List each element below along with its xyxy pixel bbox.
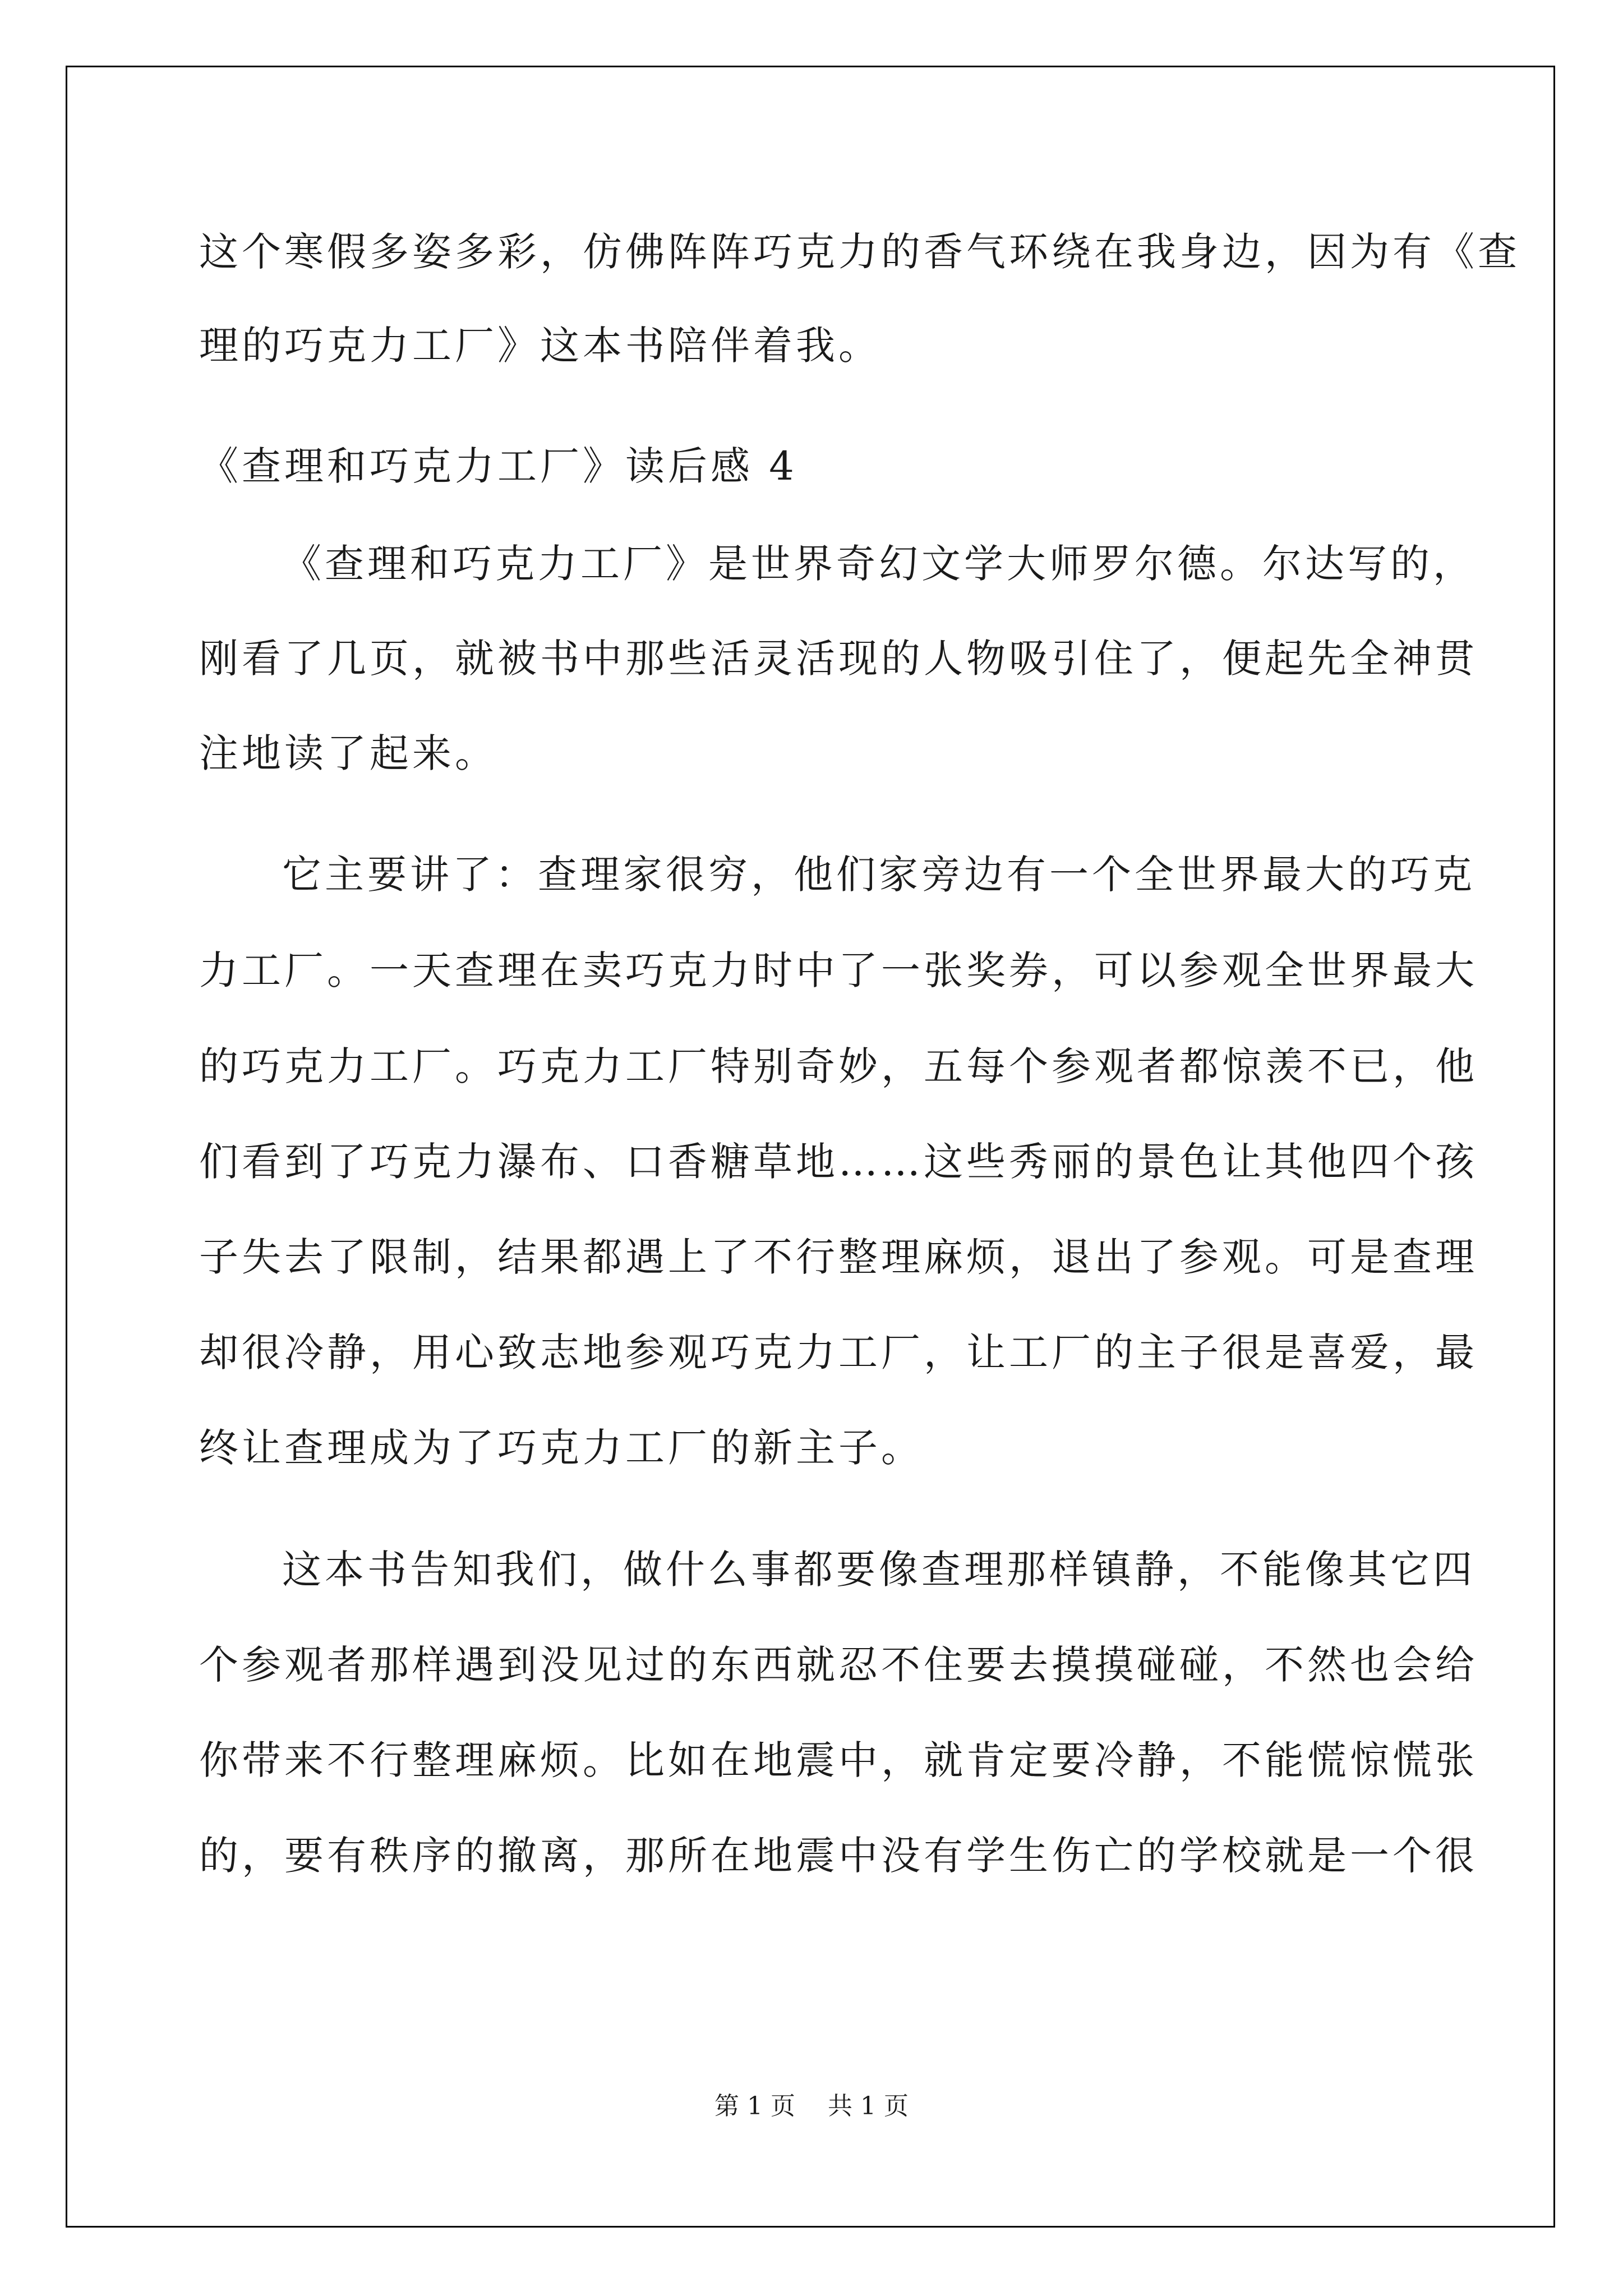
paragraph-line: 个参观者那样遇到没见过的东西就忍不住要去摸摸碰碰，不然也会给 [199,1642,1478,1688]
paragraph-line: 刚看了几页，就被书中那些活灵活现的人物吸引住了，便起先全神贯 [199,636,1478,682]
paragraph-line: 力工厂。一天查理在卖巧克力时中了一张奖券，可以参观全世界最大 [199,947,1478,993]
paragraph-line: 子失去了限制，结果都遇上了不行整理麻烦，退出了参观。可是查理 [199,1234,1478,1280]
intro-line: 理的巧克力工厂》这本书陪伴着我。 [199,323,881,369]
paragraph-line: 的巧克力工厂。巧克力工厂特别奇妙，五每个参观者都惊羡不已，他 [199,1043,1478,1089]
paragraph-line: 们看到了巧克力瀑布、口香糖草地……这些秀丽的景色让其他四个孩 [199,1139,1478,1185]
page-number: 第 1 页 [714,2092,795,2120]
paragraph-line: 它主要讲了：查理家很穷，他们家旁边有一个全世界最大的巧克 [282,852,1476,898]
paragraph-line: 终让查理成为了巧克力工厂的新主子。 [199,1425,924,1471]
paragraph-line: 你带来不行整理麻烦。比如在地震中，就肯定要冷静，不能慌惊慌张 [199,1737,1478,1783]
paragraph-line: 注地读了起来。 [199,730,497,776]
page-total: 共 1 页 [828,2092,909,2120]
paragraph-line: 《查理和巧克力工厂》是世界奇幻文学大师罗尔德。尔达写的， [282,541,1476,587]
paragraph-line: 的，要有秩序的撤离，那所在地震中没有学生伤亡的学校就是一个很 [199,1833,1478,1879]
paragraph-line: 这本书告知我们，做什么事都要像查理那样镇静，不能像其它四 [282,1547,1476,1593]
paragraph-line: 却很冷静，用心致志地参观巧克力工厂，让工厂的主子很是喜爱，最 [199,1329,1478,1375]
section-heading: 《查理和巧克力工厂》读后感 4 [199,443,797,489]
intro-line: 这个寒假多姿多彩，仿佛阵阵巧克力的香气环绕在我身边，因为有《查 [199,229,1520,275]
page-footer [0,2090,1623,2123]
